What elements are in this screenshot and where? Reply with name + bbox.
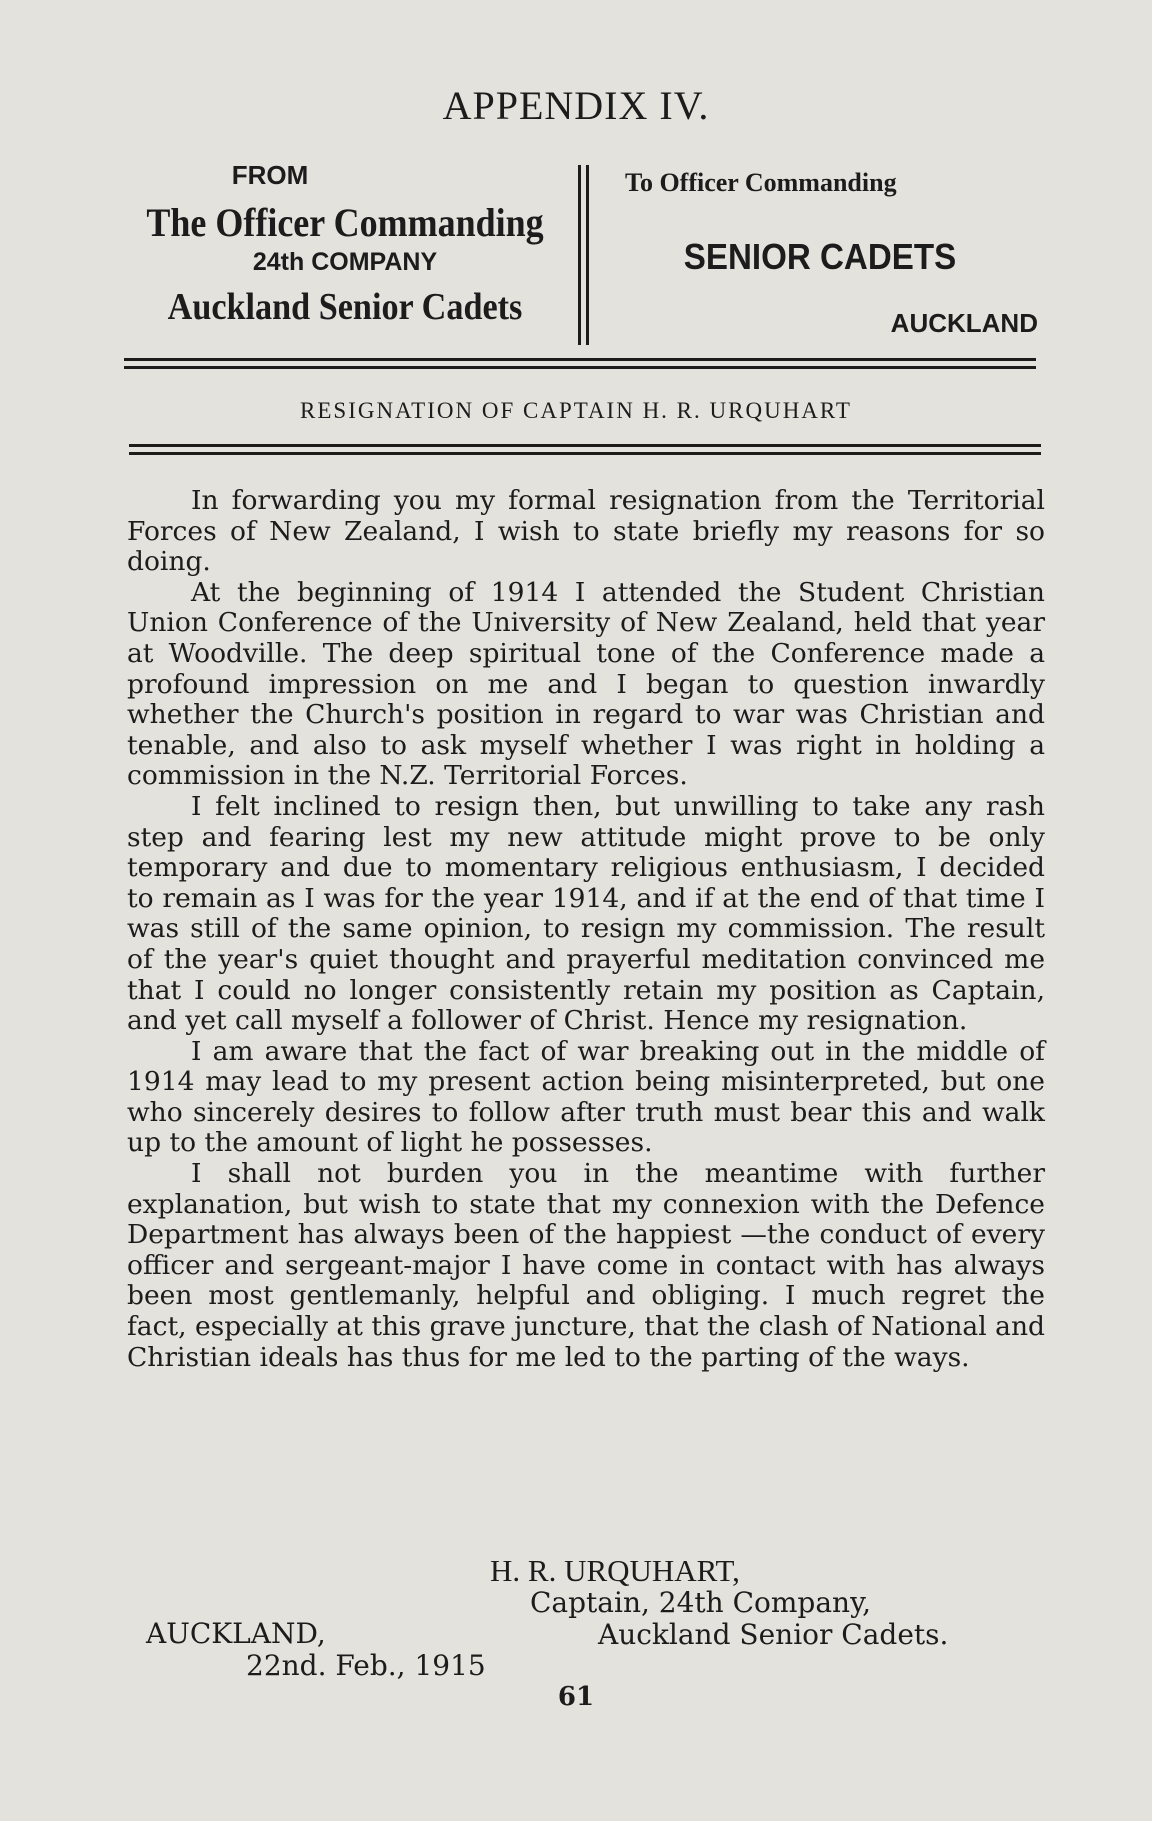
signature-unit: Auckland Senior Cadets. bbox=[598, 1618, 949, 1651]
header-rule-top bbox=[124, 358, 1036, 361]
from-officer: The Officer Commanding bbox=[146, 200, 544, 245]
header-divider-left bbox=[578, 165, 581, 345]
page-number: 61 bbox=[557, 1682, 595, 1712]
signature-name: H. R. URQUHART, bbox=[490, 1553, 740, 1588]
paragraph: In forwarding you my formal resignation from the Territorial Forces of New Zealand, I wish to state briefly my reasons for so doing. bbox=[127, 485, 1045, 578]
section-rule-top bbox=[129, 444, 1041, 447]
paragraph: I am aware that the fact of war breaking out in the middle of 1914 may lead to my present action being misinterpreted, but one who sincerely desires to follow after truth must bear this and walk up to the amount of light he possesses. bbox=[127, 1035, 1045, 1159]
paragraph: At the beginning of 1914 I attended the Student Christian Union Conference of the University of New Zealand, held that year at Woodville. The deep spiritual tone of the Conference made a profound impression on me and I began to question inwardly whether the Church's position in regard to war was Christian and tenable, and also to ask myself whether I was right in holding a commission in the N.Z. Territorial Forces. bbox=[127, 576, 1045, 792]
to-block bbox=[600, 168, 1040, 339]
appendix-title: APPENDIX IV. bbox=[442, 83, 710, 128]
paragraph: I shall not burden you in the meantime with further explanation, but wish to state that my connexion with the Defence Department has always been of the happiest —the conduct of every officer and sergeant-major I have come in contact with has always been most gentlemanly, helpful and obliging. I much regret the fact, especially at this grave juncture, that the clash of National and Christian ideals has thus for me led to the parting of the ways. bbox=[127, 1158, 1045, 1373]
letter-body bbox=[127, 486, 1045, 1373]
to-unit: SENIOR CADETS bbox=[683, 236, 957, 277]
section-title: RESIGNATION OF CAPTAIN H. R. URQUHART bbox=[300, 398, 852, 423]
from-label: FROM bbox=[231, 160, 309, 190]
header-rule-bottom bbox=[124, 366, 1036, 369]
from-company: 24th COMPANY bbox=[252, 248, 438, 276]
header-divider-right bbox=[586, 165, 589, 345]
place-date-block bbox=[146, 1618, 486, 1682]
paragraph: I felt inclined to resign then, but unwilling to take any rash step and fearing lest my new attitude might prove to be only temporary and due to momentary religious enthusiasm, I decided to remain as I was for the year 1914, and if at the end of that time I was still of the same opinion, to resign my commission. The result of the year's quiet thought and prayerful meditation convinced me that I could no longer consistently retain my position as Captain, and yet call myself a follower of Christ. Hence my resignation. bbox=[127, 790, 1045, 1037]
date: 22nd. Feb., 1915 bbox=[246, 1649, 486, 1682]
from-unit: Auckland Senior Cadets bbox=[167, 286, 523, 328]
from-block bbox=[110, 160, 580, 329]
section-rule-bottom bbox=[129, 452, 1041, 455]
to-label: To Officer Commanding bbox=[625, 168, 897, 197]
signature-rank: Captain, 24th Company, bbox=[530, 1586, 872, 1619]
signature-block bbox=[490, 1555, 948, 1651]
place: AUCKLAND, bbox=[146, 1617, 326, 1650]
to-city: AUCKLAND bbox=[890, 308, 1038, 338]
